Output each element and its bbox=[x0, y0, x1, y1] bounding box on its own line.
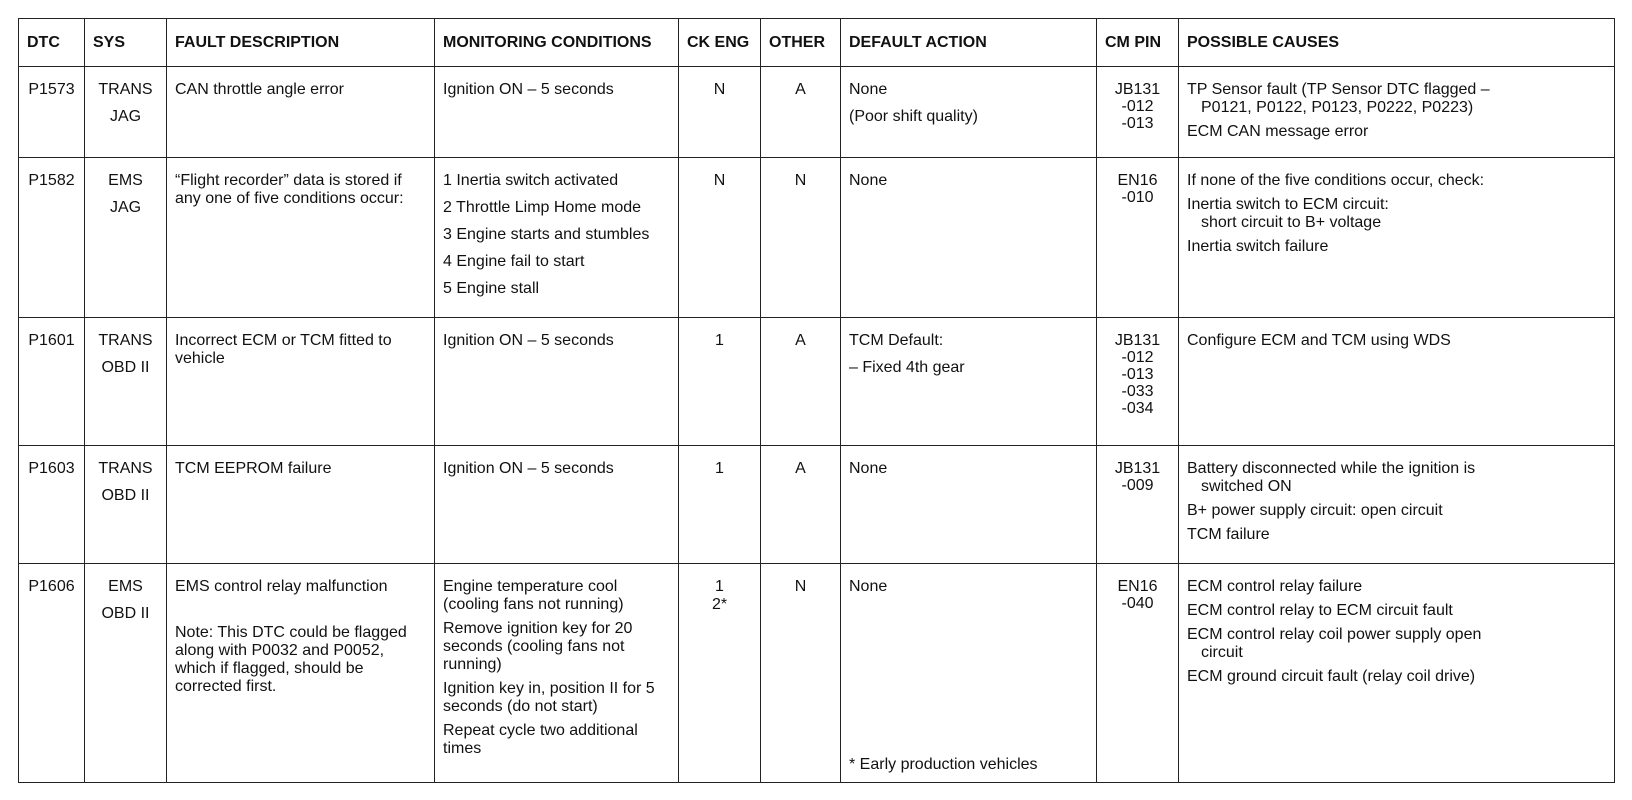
ck-eng-value: 1 bbox=[715, 578, 724, 595]
pin-line: -013 bbox=[1121, 115, 1154, 132]
pin-line: EN16 bbox=[1117, 172, 1158, 189]
sys-line: OBD II bbox=[101, 605, 150, 622]
cause-line: short circuit to B+ voltage bbox=[1201, 214, 1382, 231]
dtc-cell bbox=[19, 446, 85, 564]
possible-causes-cell bbox=[1179, 446, 1615, 564]
fault-cell bbox=[167, 446, 435, 564]
monitoring-cell bbox=[435, 446, 679, 564]
default-action-cell bbox=[841, 67, 1097, 158]
header-other: OTHER bbox=[761, 19, 841, 67]
header-fault-description: FAULT DESCRIPTION bbox=[167, 19, 435, 67]
cm-pin-cell bbox=[1097, 446, 1179, 564]
dtc-code: P1582 bbox=[28, 172, 75, 189]
cause-line: ECM control relay failure bbox=[1187, 578, 1363, 595]
table-row bbox=[19, 67, 1615, 158]
dtc-code: P1606 bbox=[28, 578, 75, 595]
cause-line: Inertia switch to ECM circuit: bbox=[1187, 196, 1389, 213]
monitoring-line: Ignition ON – 5 seconds bbox=[443, 460, 614, 477]
fault-note-line: corrected first. bbox=[175, 678, 277, 695]
fault-line: TCM EEPROM failure bbox=[175, 460, 332, 477]
cause-line: circuit bbox=[1201, 644, 1243, 661]
sys-cell bbox=[85, 158, 167, 318]
possible-causes-cell bbox=[1179, 318, 1615, 446]
ck-eng-cell bbox=[679, 67, 761, 158]
pin-line: JB131 bbox=[1114, 81, 1161, 98]
header-dtc: DTC bbox=[19, 19, 85, 67]
dtc-cell bbox=[19, 564, 85, 783]
sys-line: TRANS bbox=[98, 460, 153, 477]
sys-line: OBD II bbox=[101, 487, 150, 504]
monitoring-line: 2 Throttle Limp Home mode bbox=[443, 199, 642, 216]
dtc-code: P1573 bbox=[28, 81, 75, 98]
fault-line: EMS control relay malfunction bbox=[175, 578, 388, 595]
header-cm-pin: CM PIN bbox=[1097, 19, 1179, 67]
default-action-cell bbox=[841, 158, 1097, 318]
cause-line: ECM CAN message error bbox=[1187, 123, 1369, 140]
pin-line: EN16 bbox=[1117, 578, 1158, 595]
sys-line: TRANS bbox=[98, 332, 153, 349]
pin-line: -040 bbox=[1121, 595, 1154, 612]
other-cell bbox=[761, 446, 841, 564]
monitoring-line: Ignition ON – 5 seconds bbox=[443, 332, 614, 349]
monitoring-line: Ignition key in, position II for 5 bbox=[443, 680, 655, 697]
dtc-code: P1601 bbox=[28, 332, 75, 349]
other-cell bbox=[761, 318, 841, 446]
sys-line: TRANS bbox=[98, 81, 153, 98]
cm-pin-cell bbox=[1097, 67, 1179, 158]
default-action-cell bbox=[841, 446, 1097, 564]
monitoring-cell bbox=[435, 67, 679, 158]
monitoring-line: Ignition ON – 5 seconds bbox=[443, 81, 614, 98]
monitoring-cell bbox=[435, 318, 679, 446]
fault-line: any one of five conditions occur: bbox=[175, 190, 404, 207]
cause-line: Configure ECM and TCM using WDS bbox=[1187, 332, 1451, 349]
default-line: TCM Default: bbox=[849, 332, 944, 349]
fault-note-line: along with P0032 and P0052, bbox=[175, 642, 385, 659]
ck-eng-cell bbox=[679, 158, 761, 318]
cause-line: Battery disconnected while the ignition is bbox=[1187, 460, 1476, 477]
sys-cell bbox=[85, 564, 167, 783]
other-value: A bbox=[795, 81, 806, 98]
pin-line: -034 bbox=[1121, 400, 1154, 417]
ck-eng-cell bbox=[679, 564, 761, 783]
monitoring-cell bbox=[435, 158, 679, 318]
cause-line: switched ON bbox=[1201, 478, 1292, 495]
monitoring-line: seconds (cooling fans not bbox=[443, 638, 625, 655]
fault-line: CAN throttle angle error bbox=[175, 81, 344, 98]
fault-cell bbox=[167, 67, 435, 158]
fault-cell bbox=[167, 318, 435, 446]
header-default-action: DEFAULT ACTION bbox=[841, 19, 1097, 67]
monitoring-line: seconds (do not start) bbox=[443, 698, 598, 715]
other-cell bbox=[761, 158, 841, 318]
pin-line: -010 bbox=[1121, 189, 1154, 206]
sys-line: EMS bbox=[108, 172, 143, 189]
ck-eng-value: 1 bbox=[715, 332, 724, 349]
fault-line: Incorrect ECM or TCM fitted to bbox=[175, 332, 392, 349]
other-value: A bbox=[795, 332, 806, 349]
cause-line: TCM failure bbox=[1187, 526, 1270, 543]
header-row bbox=[19, 19, 1615, 67]
cause-line: B+ power supply circuit: open circuit bbox=[1187, 502, 1443, 519]
fault-cell bbox=[167, 158, 435, 318]
sys-cell bbox=[85, 67, 167, 158]
monitoring-line: (cooling fans not running) bbox=[443, 596, 624, 613]
possible-causes-cell bbox=[1179, 564, 1615, 783]
cause-line: Inertia switch failure bbox=[1187, 238, 1329, 255]
header-monitoring-conditions: MONITORING CONDITIONS bbox=[435, 19, 679, 67]
header-sys: SYS bbox=[85, 19, 167, 67]
default-line: None bbox=[849, 81, 888, 98]
header-ck-eng: CK ENG bbox=[679, 19, 761, 67]
cause-line: ECM control relay to ECM circuit fault bbox=[1187, 602, 1453, 619]
fault-line: vehicle bbox=[175, 350, 225, 367]
footnote: * Early production vehicles bbox=[849, 756, 1038, 773]
other-cell bbox=[761, 67, 841, 158]
ck-eng-value: 2* bbox=[711, 596, 728, 613]
monitoring-line: Engine temperature cool bbox=[443, 578, 618, 595]
fault-line: “Flight recorder” data is stored if bbox=[175, 172, 402, 189]
monitoring-line: 1 Inertia switch activated bbox=[443, 172, 619, 189]
pin-line: -012 bbox=[1121, 98, 1154, 115]
possible-causes-cell bbox=[1179, 67, 1615, 158]
monitoring-line: running) bbox=[443, 656, 502, 673]
cause-line: If none of the five conditions occur, check: bbox=[1187, 172, 1485, 189]
dtc-cell bbox=[19, 67, 85, 158]
ck-eng-value: 1 bbox=[715, 460, 724, 477]
fault-note-line: which if flagged, should be bbox=[175, 660, 364, 677]
ck-eng-value: N bbox=[713, 172, 726, 189]
default-line: – Fixed 4th gear bbox=[849, 359, 965, 376]
cm-pin-cell bbox=[1097, 158, 1179, 318]
cause-line: ECM control relay coil power supply open bbox=[1187, 626, 1482, 643]
default-action-cell bbox=[841, 564, 1097, 783]
sys-line: OBD II bbox=[101, 359, 150, 376]
cause-line: TP Sensor fault (TP Sensor DTC flagged – bbox=[1187, 81, 1490, 98]
pin-line: JB131 bbox=[1114, 460, 1161, 477]
sys-line: JAG bbox=[109, 108, 142, 125]
fault-note-line: Note: This DTC could be flagged bbox=[175, 624, 407, 641]
other-value: N bbox=[794, 578, 807, 595]
ck-eng-value: N bbox=[713, 81, 726, 98]
pin-line: JB131 bbox=[1114, 332, 1161, 349]
ck-eng-cell bbox=[679, 318, 761, 446]
monitoring-line: 5 Engine stall bbox=[443, 280, 540, 297]
dtc-code: P1603 bbox=[28, 460, 75, 477]
monitoring-line: times bbox=[443, 740, 482, 757]
possible-causes-cell bbox=[1179, 158, 1615, 318]
table-row bbox=[19, 318, 1615, 446]
default-action-cell bbox=[841, 318, 1097, 446]
default-line: None bbox=[849, 172, 888, 189]
cm-pin-cell bbox=[1097, 564, 1179, 783]
table-row bbox=[19, 564, 1615, 783]
cause-line: P0121, P0122, P0123, P0222, P0223) bbox=[1201, 99, 1474, 116]
sys-line: EMS bbox=[108, 578, 143, 595]
header-possible-causes: POSSIBLE CAUSES bbox=[1179, 19, 1615, 67]
monitoring-line: Remove ignition key for 20 bbox=[443, 620, 633, 637]
pin-line: -012 bbox=[1121, 349, 1154, 366]
cause-line: ECM ground circuit fault (relay coil drive) bbox=[1187, 668, 1476, 685]
default-line: None bbox=[849, 578, 888, 595]
monitoring-line: 3 Engine starts and stumbles bbox=[443, 226, 650, 243]
pin-line: -009 bbox=[1121, 477, 1154, 494]
default-line: None bbox=[849, 460, 888, 477]
monitoring-line: 4 Engine fail to start bbox=[443, 253, 585, 270]
default-line: (Poor shift quality) bbox=[849, 108, 978, 125]
other-cell bbox=[761, 564, 841, 783]
table-row bbox=[19, 158, 1615, 318]
ck-eng-cell bbox=[679, 446, 761, 564]
other-value: A bbox=[795, 460, 806, 477]
sys-line: JAG bbox=[109, 199, 142, 216]
pin-line: -013 bbox=[1121, 366, 1154, 383]
sys-cell bbox=[85, 446, 167, 564]
monitoring-line: Repeat cycle two additional bbox=[443, 722, 638, 739]
fault-cell bbox=[167, 564, 435, 783]
pin-line: -033 bbox=[1121, 383, 1154, 400]
dtc-cell bbox=[19, 158, 85, 318]
monitoring-cell bbox=[435, 564, 679, 783]
sys-cell bbox=[85, 318, 167, 446]
dtc-table bbox=[18, 18, 1615, 783]
other-value: N bbox=[794, 172, 807, 189]
dtc-cell bbox=[19, 318, 85, 446]
table-row bbox=[19, 446, 1615, 564]
cm-pin-cell bbox=[1097, 318, 1179, 446]
